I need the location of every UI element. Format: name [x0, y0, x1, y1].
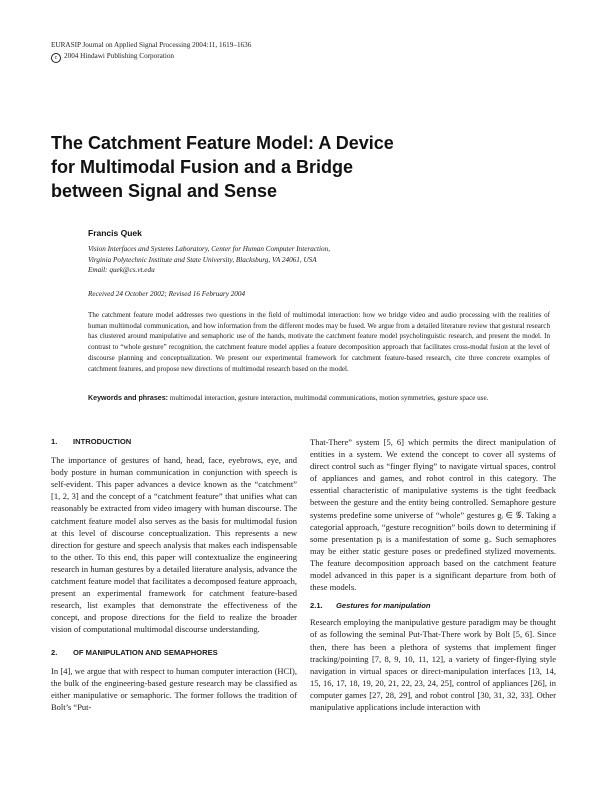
- journal-header: [51, 40, 251, 63]
- copyright-icon: c: [51, 53, 61, 63]
- title-line-2: for Multimodal Fusion and a Bridge: [51, 157, 354, 177]
- journal-line: EURASIP Journal on Applied Signal Processing 2004:11, 1619–1636: [51, 41, 252, 49]
- title-line-3: between Signal and Sense: [51, 181, 278, 201]
- affiliation-line-1: Vision Interfaces and Systems Laboratory, Center for Human Computer Interaction,: [88, 245, 331, 253]
- author-name: Francis Quek: [88, 228, 142, 238]
- intro-paragraph: The importance of gestures of hand, head, face, eyebrows, eye, and body posture in human communication in conjunction with speech is self-evident. This paper advances a device known as the “catchment” [1, 2, 3] and the concept of a “catchment feature” that unifies what can reasonably be extracted from video imagery with human discourse. The catchment feature model also serves as the basis for multimodal fusion at this level of discourse conceptualization. This represents a new direction for gesture and speech analysis that makes each indispensable to the other. To this end, this paper will contextualize the engineering research in human gestures by a detailed literature analysis, advance the catchment feature model that facilitates a decomposed feature approach, present an experimental framework for catchment feature-based research, list examples that demonstrate the effectiveness of the concept, and propose directions for the field to realize the broader vision of computational multimodal discourse understanding.: [51, 455, 297, 635]
- received-dates: Received 24 October 2002; Revised 16 February 2004: [88, 290, 246, 298]
- copyright-line: [51, 51, 251, 63]
- subsection-title: Gestures for manipulation: [336, 601, 431, 611]
- section-2-paragraph: In [4], we argue that with respect to human computer interaction (HCI), the bulk of the engineering-based gesture research may be classified as either manipulative or semaphoric. The former follows the tradition of Bolt’s “Put-: [51, 665, 297, 712]
- paper-title: [51, 131, 491, 203]
- author-email: Email: quek@cs.vt.edu: [88, 266, 155, 274]
- section-title: INTRODUCTION: [73, 437, 132, 446]
- section-2-paragraph-continued: That-There” system [5, 6] which permits the direct manipulation of entities in a system. We extend the concept to cover all systems of direct control such as “finger flying” to navigate virtual spaces, control of appliances and games, and robot control in this category. The essential characteristic of manipulative systems is the tight feedback between the gesture and the entity being controlled. Semaphore gesture systems predefine some universe of “whole” gestures gᵢ ∈ 𝒢. Taking a categorial approach, “gesture recognition” boils down to determining if some presentation pⱼ is a manifestation of some gᵢ. Such semaphores may be either static gesture poses or predefined stylized movements. The feature decomposition approach based on the catchment feature model advanced in this paper is a significant departure from both of these models.: [310, 437, 556, 593]
- subsection-heading-2-1: [310, 600, 556, 612]
- section-heading-1: [51, 436, 297, 448]
- section-number: 2.: [51, 647, 58, 657]
- keywords-label: Keywords and phrases:: [88, 394, 169, 402]
- right-column: [310, 436, 556, 713]
- title-line-1: The Catchment Feature Model: A Device: [51, 133, 394, 153]
- left-column: [51, 436, 297, 713]
- section-heading-2: [51, 647, 297, 659]
- section-number: 1.: [51, 437, 58, 446]
- affiliation-line-2: Virginia Polytechnic Institute and State University, Blacksburg, VA 24061, USA: [88, 255, 317, 264]
- keywords: [88, 393, 550, 404]
- keywords-text: multimodal interaction, gesture interaction, multimodal communications, motion symmetries, gesture space use.: [169, 394, 489, 402]
- abstract: The catchment feature model addresses two questions in the field of multimodal interaction: how we bridge video and audio processing with the realities of human multimodal communication, and how information from the different modes may be fused. We argue from a detailed literature review that gestural research has clustered around manipulative and semaphoric use of the hands, motivate the catchment feature model psycholinguistic research, and present the model. In contrast to “whole gesture” recognition, the catchment feature model applies a feature decomposition approach that facilitates cross-modal fusion at the level of discourse planning and conceptualization. We present our experimental framework for catchment feature-based research, cite three concrete examples of catchment features, and propose new directions of multimodal research based on the model.: [88, 311, 550, 373]
- section-title: OF MANIPULATION AND SEMAPHORES: [73, 647, 218, 657]
- affiliation: [88, 244, 330, 276]
- copyright-text: 2004 Hindawi Publishing Corporation: [64, 52, 175, 60]
- subsection-number: 2.1.: [310, 601, 323, 611]
- subsection-2-1-paragraph: Research employing the manipulative gesture paradigm may be thought of as following the seminal Put-That-There work by Bolt [5, 6]. Since then, there has been a plethora of systems that implement finger tracking/pointing [7, 8, 9, 10, 11, 12], a variety of finger-flying style navigation in virtual spaces or direct-manipulation interfaces [13, 14, 15, 16, 17, 18, 19, 20, 21, 22, 23, 24, 25], control of appliances [26], in computer games [27, 28, 29], and robot control [30, 31, 32, 33]. Other manipulative applications include interaction with: [310, 617, 556, 712]
